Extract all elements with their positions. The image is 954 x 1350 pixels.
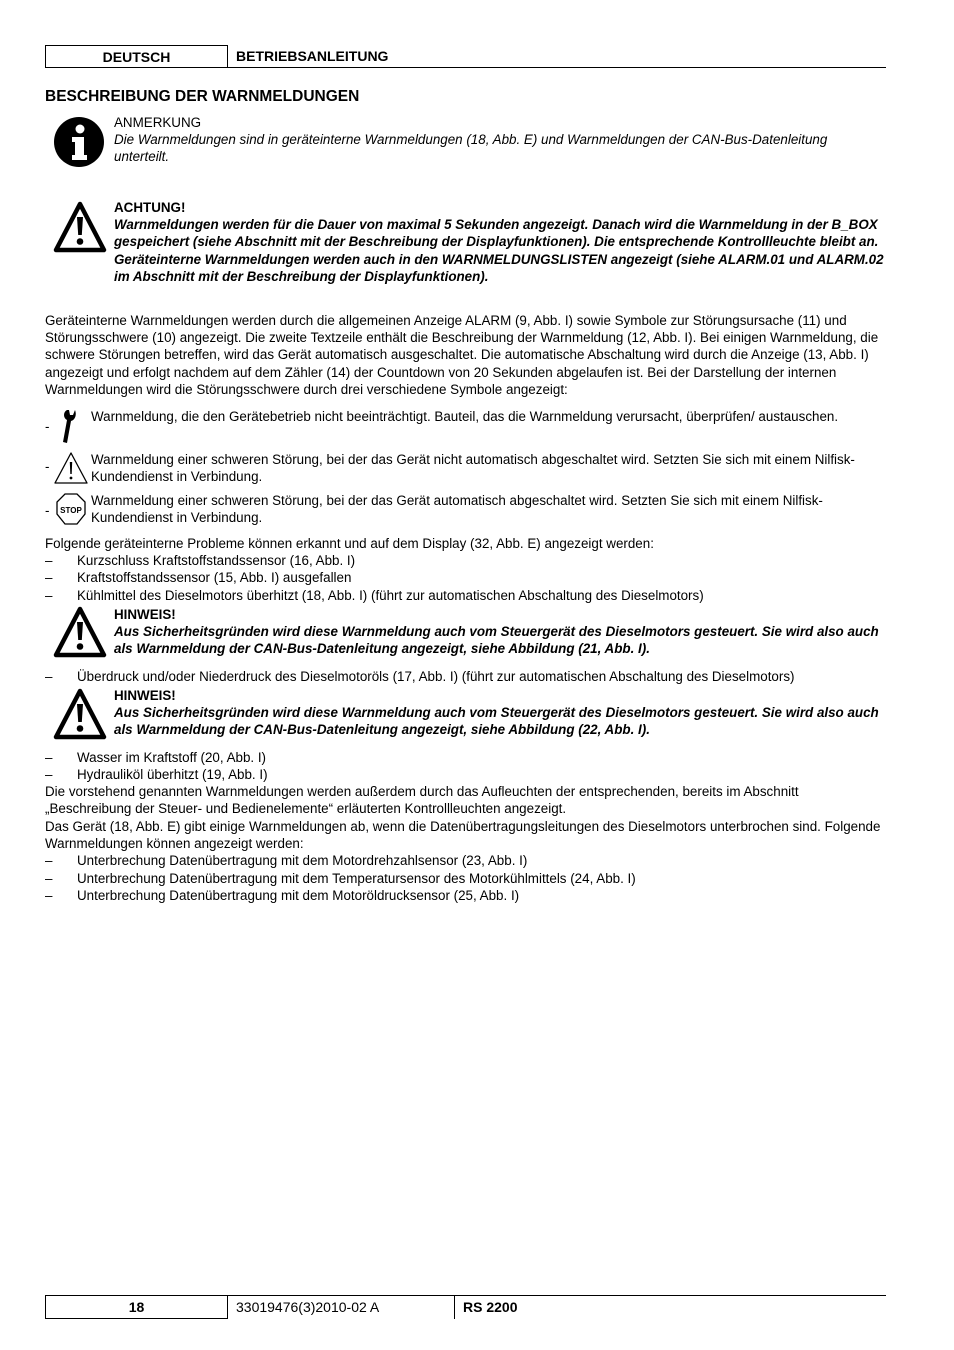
caution-text-1: Warnmeldungen werden für die Dauer von maximal 5 Sekunden angezeigt. Danach wird die Warnmeldung in der B_BOX gespeichert (siehe Abschnitt mit der Beschreibung der Displayfunktionen). Die entsprechende Kontrollleuchte bleibt an. (114, 217, 879, 250)
list-item-text: Unterbrechung Datenübertragung mit dem Temperatursensor des Motorkühlmittels (24, Abb. I) (77, 871, 636, 886)
symbol-dash: - (45, 419, 50, 434)
list-item-text: Überdruck und/oder Niederdruck des Dieselmotoröls (17, Abb. I) (führt zur automatischen Abschaltung des Dieselmotors) (77, 669, 795, 684)
warning-icon (53, 201, 107, 253)
note-block (114, 114, 886, 166)
note-text: Die Warnmeldungen sind in geräteinterne Warnmeldungen (18, Abb. E) und Warnmeldungen der CAN-Bus-Datenleitung unterteilt. (114, 132, 828, 165)
device-paragraph: Das Gerät (18, Abb. E) gibt einige Warnmeldungen ab, wenn die Datenübertragungsleitungen des Dieselmotors unterbrochen sind. Folgende Warnmeldungen können angezeigt werden: (45, 819, 881, 852)
note-label: ANMERKUNG (114, 115, 202, 130)
symbol-text-warning: Warnmeldung einer schweren Störung, bei der das Gerät nicht automatisch abgeschaltet wird. Setzten Sie sich mit einem Nilfisk-Kundendienst in Verbindung. (91, 452, 855, 485)
list-item-text: Wasser im Kraftstoff (20, Abb. I) (77, 750, 267, 765)
symbol-dash: - (45, 503, 50, 518)
list-dash: – (45, 669, 53, 684)
hint-text-1: Aus Sicherheitsgründen wird diese Warnmeldung auch vom Steuergerät des Dieselmotors gesteuert. Sie wird also auch als Warnmeldung der CAN-Bus-Datenleitung angezeigt, siehe Abbildung (21, Abb. I). (114, 624, 879, 657)
symbol-text-wrench: Warnmeldung, die den Gerätebetrieb nicht beeinträchtigt. Bauteil, das die Warnmeldung verursacht, überprüfen/ austauschen. (91, 409, 839, 424)
list-dash: – (45, 888, 53, 903)
list-dash: – (45, 570, 53, 585)
list-dash: – (45, 553, 53, 568)
problems-intro: Folgende geräteinterne Probleme können erkannt und auf dem Display (32, Abb. E) angezeigt werden: (45, 536, 654, 551)
info-icon (53, 116, 105, 168)
page-header (45, 45, 886, 68)
stop-icon (55, 492, 87, 526)
hint-label-1: HINWEIS! (114, 607, 176, 622)
warning-icon (53, 688, 107, 740)
list-item-text: Hydrauliköl überhitzt (19, Abb. I) (77, 767, 268, 782)
wrench-icon (59, 408, 81, 444)
document-number: 33019476(3)2010-02 A (236, 1299, 380, 1315)
caution-block (114, 199, 886, 285)
hint-label-2: HINWEIS! (114, 688, 176, 703)
lights-paragraph: Die vorstehend genannten Warnmeldungen werden außerdem durch das Aufleuchten der entsprechenden, bereits im Abschnitt „Beschreibung der Steuer- und Bedienelemente“ erläuterten Kontrollleuchten angezeigt. (45, 784, 799, 817)
list-dash: – (45, 588, 53, 603)
list-dash: – (45, 853, 53, 868)
section-title: BESCHREIBUNG DER WARNMELDUNGEN (45, 88, 360, 105)
list-item-text: Kurzschluss Kraftstoffstandssensor (16, Abb. I) (77, 553, 356, 568)
list-item-text: Kühlmittel des Dieselmotors überhitzt (18, Abb. I) (führt zur automatischen Abschaltung des Dieselmotors) (77, 588, 704, 603)
hint-text-2: Aus Sicherheitsgründen wird diese Warnmeldung auch vom Steuergerät des Dieselmotors gesteuert. Sie wird also auch als Warnmeldung der CAN-Bus-Datenleitung angezeigt, siehe Abbildung (22, Abb. I). (114, 705, 879, 738)
intro-paragraph: Geräteinterne Warnmeldungen werden durch die allgemeinen Anzeige ALARM (9, Abb. I) sowie Symbole zur Störungsursache (11) und Störungsschwere (10) angezeigt. Die zweite Textzeile enthält die Beschreibung der Warnmeldung (12, Abb. I). Bei einigen Warnmeldung, die schwere Störungen betreffen, wird das Gerät automatisch ausgeschaltet. Die automatische Abschaltung wird durch die Anzeige (13, Abb. I) angezeigt und erfolgt nachdem auf dem Zähler (14) der Countdown von 20 Sekunden abgelaufen ist. Bei der Darstellung der internen Warnmeldungen wird die Störungsschwere durch drei verschiedene Symbole angezeigt: (45, 313, 879, 397)
stop-icon-label: STOP (60, 506, 82, 515)
caution-text-2: Geräteinterne Warnmeldungen werden auch in den WARNMELDUNGSLISTEN angezeigt (siehe ALARM.01 und ALARM.02 im Abschnitt mit der Beschreibung der Displayfunktionen). (114, 251, 884, 284)
hint-block-2 (114, 687, 886, 739)
page-footer (45, 1295, 886, 1320)
symbol-dash: - (45, 459, 50, 474)
hint-block-1 (114, 606, 886, 658)
header-language: DEUTSCH (45, 45, 228, 67)
list-dash: – (45, 767, 53, 782)
caution-label: ACHTUNG! (114, 200, 186, 215)
list-item-text: Unterbrechung Datenübertragung mit dem Motoröldrucksensor (25, Abb. I) (77, 888, 520, 903)
symbol-text-stop: Warnmeldung einer schweren Störung, bei der das Gerät automatisch abgeschaltet wird. Setzten Sie sich mit einem Nilfisk-Kundendienst in Verbindung. (91, 493, 823, 526)
header-title: BETRIEBSANLEITUNG (236, 48, 389, 64)
list-item-text: Kraftstoffstandssensor (15, Abb. I) ausgefallen (77, 570, 352, 585)
page-number: 18 (45, 1296, 228, 1319)
list-dash: – (45, 871, 53, 886)
warning-triangle-icon (53, 451, 89, 485)
list-item-text: Unterbrechung Datenübertragung mit dem Motordrehzahlsensor (23, Abb. I) (77, 853, 528, 868)
list-dash: – (45, 750, 53, 765)
model-name: RS 2200 (463, 1299, 518, 1315)
warning-icon (53, 606, 107, 658)
footer-divider (454, 1296, 455, 1319)
